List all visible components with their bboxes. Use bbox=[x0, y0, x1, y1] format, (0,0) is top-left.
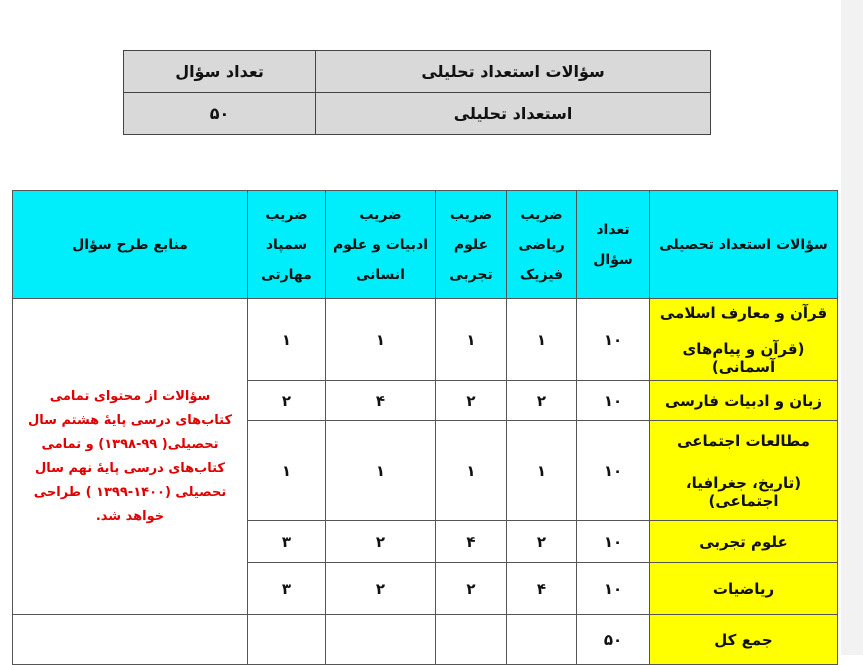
hum-cell: ۲ bbox=[326, 563, 436, 615]
subject-cell: قرآن و معارف اسلامی (قرآن و پیام‌های آسمانی) bbox=[650, 299, 838, 381]
count-cell: ۱۰ bbox=[577, 563, 650, 615]
skill-cell: ۳ bbox=[248, 563, 326, 615]
count-cell: ۱۰ bbox=[577, 381, 650, 421]
summary-title: استعداد تحلیلی bbox=[316, 93, 711, 135]
total-count: ۵۰ bbox=[577, 615, 650, 665]
header-sci: ضریب علوم تجربی bbox=[436, 191, 507, 299]
header-subject: سؤالات استعداد تحصیلی bbox=[650, 191, 838, 299]
subject-cell: مطالعات اجتماعی (تاریخ، جغرافیا، اجتماعی) bbox=[650, 421, 838, 521]
summary-header-title: سؤالات استعداد تحلیلی bbox=[316, 51, 711, 93]
hum-cell: ۱ bbox=[326, 299, 436, 381]
count-cell: ۱۰ bbox=[577, 299, 650, 381]
count-cell: ۱۰ bbox=[577, 521, 650, 563]
header-count: تعداد سؤال bbox=[577, 191, 650, 299]
sci-cell: ۴ bbox=[436, 521, 507, 563]
source-text: سؤالات از محتوای تمامی کتاب‌های درسی پایهٔ هشتم سال تحصیلی( ۹۹-۱۳۹۸) و تمامی کتاب‌های درسی پایهٔ نهم سال تحصیلی (۱۴۰۰-۱۳۹۹ ) طراحی خواهد شد. bbox=[13, 299, 248, 615]
sci-cell: ۲ bbox=[436, 563, 507, 615]
math-cell: ۲ bbox=[507, 521, 577, 563]
total-label: جمع کل bbox=[650, 615, 838, 665]
summary-count: ۵۰ bbox=[124, 93, 316, 135]
sci-cell: ۱ bbox=[436, 421, 507, 521]
hum-cell: ۱ bbox=[326, 421, 436, 521]
page-edge bbox=[841, 0, 863, 655]
math-cell: ۱ bbox=[507, 299, 577, 381]
skill-cell: ۱ bbox=[248, 421, 326, 521]
header-skill: ضریب سمپاد مهارتی bbox=[248, 191, 326, 299]
subject-cell: زبان و ادبیات فارسی bbox=[650, 381, 838, 421]
sci-cell: ۲ bbox=[436, 381, 507, 421]
header-source: منابع طرح سؤال bbox=[13, 191, 248, 299]
table-row bbox=[13, 299, 838, 381]
subject-cell: ریاضیات bbox=[650, 563, 838, 615]
skill-cell: ۲ bbox=[248, 381, 326, 421]
hum-cell: ۴ bbox=[326, 381, 436, 421]
subject-cell: علوم تجربی bbox=[650, 521, 838, 563]
header-math: ضریب ریاضی فیزیک bbox=[507, 191, 577, 299]
math-cell: ۴ bbox=[507, 563, 577, 615]
skill-cell: ۱ bbox=[248, 299, 326, 381]
header-hum: ضریب ادبیات و علوم انسانی bbox=[326, 191, 436, 299]
exam-table bbox=[12, 190, 838, 665]
summary-table bbox=[123, 50, 711, 135]
skill-cell: ۳ bbox=[248, 521, 326, 563]
math-cell: ۱ bbox=[507, 421, 577, 521]
count-cell: ۱۰ bbox=[577, 421, 650, 521]
hum-cell: ۲ bbox=[326, 521, 436, 563]
math-cell: ۲ bbox=[507, 381, 577, 421]
header-row bbox=[13, 191, 838, 299]
sci-cell: ۱ bbox=[436, 299, 507, 381]
summary-header-count: تعداد سؤال bbox=[124, 51, 316, 93]
total-row bbox=[13, 615, 838, 665]
